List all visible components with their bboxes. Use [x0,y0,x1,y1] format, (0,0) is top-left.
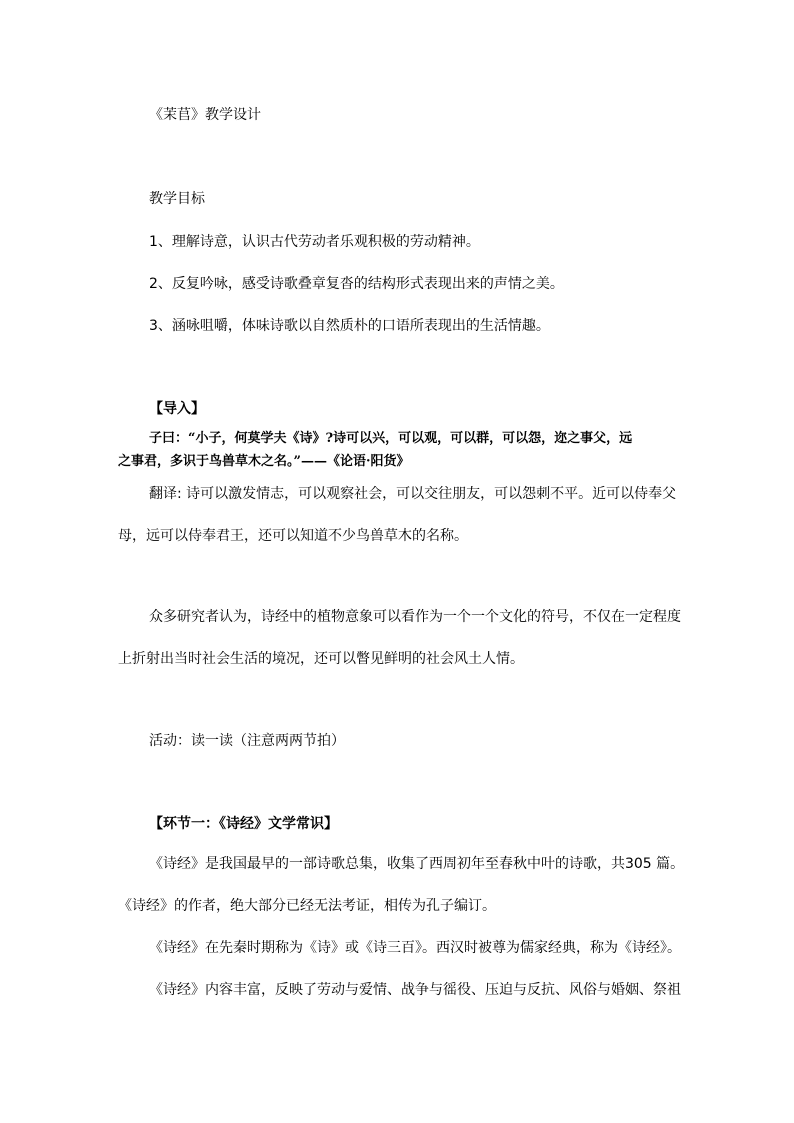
research-line-2: 上折射出当时社会生活的境况，还可以瞥见鲜明的社会风土人情。 [118,651,524,667]
section1-paragraph-1-line-2: 《诗经》的作者，绝大部分已经无法考证，相传为孔子编订。 [118,898,496,914]
document-title: 《茉苢》教学设计 [149,107,261,123]
intro-translation-line-2: 母，远可以侍奉君王，还可以知道不少鸟兽草木的名称。 [118,528,468,544]
intro-translation-line-1: 翻译: 诗可以激发情志，可以观察社会，可以交往朋友，可以怨刺不平。近可以侍奉父 [149,486,677,502]
intro-quote-line-2: 之事君，多识于鸟兽草木之名。”——《论语·阳货》 [118,454,410,469]
objective-item-2: 2、反复吟咏，感受诗歌叠章复沓的结构形式表现出来的声情之美。 [149,276,564,292]
section1-paragraph-3: 《诗经》内容丰富，反映了劳动与爱情、战争与徭役、压迫与反抗、风俗与婚姻、祭祖 [149,982,681,998]
objective-item-1: 1、理解诗意，认识古代劳动者乐观积极的劳动精神。 [149,234,480,250]
research-line-1: 众多研究者认为，诗经中的植物意象可以看作为一个一个文化的符号，不仅在一定程度 [149,609,681,625]
objective-item-3: 3、涵咏咀嚼，体味诗歌以自然质朴的口语所表现出的生活情趣。 [149,318,550,334]
section1-paragraph-2: 《诗经》在先秦时期称为《诗》或《诗三百》。西汉时被尊为儒家经典，称为《诗经》。 [149,940,681,956]
section1-heading: 【环节一：《诗经》文学常识】 [149,816,338,832]
activity-text: 活动：读一读（注意两两节拍） [149,733,345,749]
intro-heading: 【导入】 [149,401,205,417]
objectives-heading: 教学目标 [149,191,205,207]
intro-quote-line-1: 子曰：“小子，何莫学夫《诗》?诗可以兴，可以观，可以群，可以怨，迩之事父，远 [149,431,633,446]
section1-paragraph-1-line-1: 《诗经》是我国最早的一部诗歌总集，收集了西周初年至春秋中叶的诗歌，共305 篇。 [149,856,685,872]
